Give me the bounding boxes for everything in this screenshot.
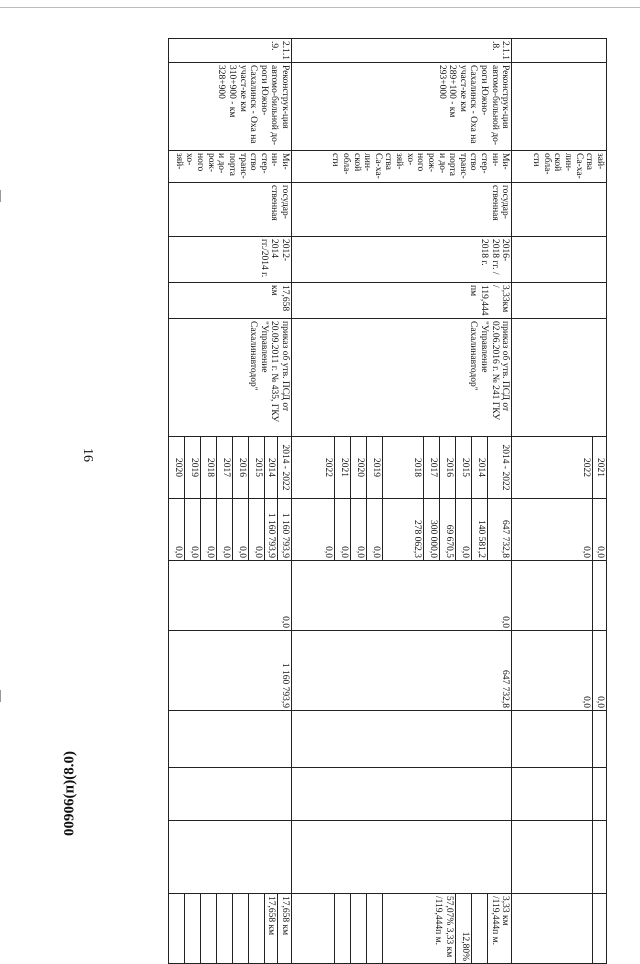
cell-value: 0,0: [593, 631, 607, 711]
cell-value: 0,0: [168, 561, 291, 631]
cell-executor: зай-ства Са-ха-лин-ской обла-сти: [512, 151, 607, 183]
cell-value: 140 581,2: [472, 499, 488, 561]
cell-year: 2014 - 2022: [278, 437, 292, 499]
cell-empty: [351, 894, 367, 964]
cell-customer: государ-ственная: [168, 183, 291, 237]
cell-empty: [512, 63, 607, 151]
cell-year: 2020: [168, 437, 184, 499]
cell-year: 2022: [292, 437, 335, 499]
cell-document: приказ об утв. ПСД от 20.09.2011 г. № 435, ГКУ "Управление Сахалинавтодор": [168, 319, 291, 437]
cell-year: 2015: [456, 437, 472, 499]
cell-object-name: Реконструк-ция автомо-бильной до-роги Южно-Сахалинск - Оха на участ-ке км 289+100 - км 293+000: [292, 63, 512, 151]
table-row-item-2-1-1-8: [488, 39, 512, 964]
cell-empty: [292, 821, 512, 894]
cell-empty: [292, 894, 335, 964]
cell-result: 17,658 км: [264, 894, 278, 964]
cell-empty: [292, 768, 512, 821]
rotated-table-area: [96, 38, 607, 961]
cell-empty: [232, 894, 248, 964]
cell-item-number: 2.1.1.8.: [292, 39, 512, 63]
cell-value: 0,0: [216, 499, 232, 561]
cell-value: 0,0: [456, 499, 472, 561]
cell-empty: [512, 894, 593, 964]
landscape-table-wrapper: [96, 38, 607, 961]
cell-executor: Ми-ни-стер-ство транс-порта и до-рож-ного хо-зяй-: [168, 151, 291, 183]
cell-year: 2015: [248, 437, 264, 499]
cell-year: 2018: [383, 437, 424, 499]
cell-value: 0,0: [292, 499, 335, 561]
cell-capacity: 17,658 км: [168, 283, 291, 319]
cell-empty: [512, 561, 593, 631]
cell-empty: [512, 183, 607, 237]
cell-year: 2021: [593, 437, 607, 499]
cell-empty: [472, 894, 488, 964]
program-table: [168, 38, 607, 964]
cell-empty: [168, 711, 291, 768]
cell-value: 300 000,0: [424, 499, 440, 561]
cell-empty: [512, 768, 593, 821]
cell-empty: [512, 821, 593, 894]
cell-empty: [216, 894, 232, 964]
cell-empty: [200, 894, 216, 964]
cell-empty: [367, 894, 383, 964]
cell-year: 2017: [424, 437, 440, 499]
cell-year: 2021: [335, 437, 351, 499]
cell-result: 57,07% 3,33 км /119,444п м.: [383, 894, 456, 964]
cell-empty: [168, 894, 184, 964]
cell-empty: [512, 711, 593, 768]
cell-empty: [292, 711, 512, 768]
cell-capacity: 3,33км / 119,444 пм: [292, 283, 512, 319]
cell-period: 2012-2014 гг./2014 г.: [168, 237, 291, 283]
cell-value: 1 160 793,9: [168, 631, 291, 711]
cell-executor: Ми-ни-стер-ство транс-порта и до-рож-ного хо-зяй-ства Са-ха-лин-ской обла-сти: [292, 151, 512, 183]
table-row: [593, 39, 607, 964]
cell-empty: [512, 39, 607, 63]
cell-result: 17,658 км: [278, 894, 292, 964]
cell-object-name: Реконструк-ция автомо-бильной до-роги Южно-Сахалинск - Оха на участ-ке км 310+900 - км 328+900: [168, 63, 291, 151]
cell-year: 2016: [440, 437, 456, 499]
cell-value: 0,0: [168, 499, 184, 561]
cell-result: 3,33 км /119,444п м.: [488, 894, 512, 964]
cell-year: 2014: [472, 437, 488, 499]
cell-year: 2016: [232, 437, 248, 499]
cell-empty: [512, 237, 607, 283]
cell-value: 0,0: [200, 499, 216, 561]
document-stamp: 00906(п)(8.0): [61, 751, 78, 836]
cell-year: 2017: [216, 437, 232, 499]
cell-empty: [168, 768, 291, 821]
page-number: 16: [80, 448, 95, 462]
cell-result: 12,80%: [456, 894, 472, 964]
cell-year: 2014 - 2022: [488, 437, 512, 499]
cell-year: 2019: [184, 437, 200, 499]
cell-value: 278 062,3: [383, 499, 424, 561]
cell-empty: [184, 894, 200, 964]
cell-customer: государ-ственная: [292, 183, 512, 237]
margin-tick: [0, 690, 4, 702]
cell-empty: [512, 283, 607, 319]
cell-year: 2014: [264, 437, 278, 499]
cell-empty: [593, 821, 607, 894]
cell-period: 2016-2018 гг. / 2018 г.: [292, 237, 512, 283]
cell-year: 2018: [200, 437, 216, 499]
cell-empty: [335, 894, 351, 964]
cell-value: 0,0: [232, 499, 248, 561]
cell-empty: [248, 894, 264, 964]
cell-item-number: 2.1.1.9.: [168, 39, 291, 63]
cell-year: 2020: [351, 437, 367, 499]
cell-empty: [593, 711, 607, 768]
cell-value: 1 160 793,9: [278, 499, 292, 561]
cell-value: 0,0: [512, 499, 593, 561]
cell-value: 0,0: [335, 499, 351, 561]
cell-year: 2019: [367, 437, 383, 499]
cell-document: приказ об утв. ПСД от 02.06.2016 г. № 241 ГКУ "Управление Сахалинавтодор": [292, 319, 512, 437]
cell-year: 2022: [512, 437, 593, 499]
cell-value: 0,0: [248, 499, 264, 561]
top-rule: [0, 7, 640, 8]
cell-empty: [593, 894, 607, 964]
cell-value: 69 670,5: [440, 499, 456, 561]
cell-empty: [512, 319, 607, 437]
cell-value: 0,0: [593, 499, 607, 561]
cell-empty: [593, 768, 607, 821]
cell-value: 1 160 793,9: [264, 499, 278, 561]
cell-empty: [593, 561, 607, 631]
cell-value: 647 732,8: [292, 631, 512, 711]
cell-empty: [168, 821, 291, 894]
cell-value: 0,0: [292, 561, 512, 631]
cell-value: 0,0: [351, 499, 367, 561]
table-row-item-2-1-1-9: [278, 39, 292, 964]
cell-value: 647 732,8: [488, 499, 512, 561]
margin-tick: [0, 190, 4, 202]
cell-value: 0,0: [184, 499, 200, 561]
cell-value: 0,0: [512, 631, 593, 711]
cell-value: 0,0: [367, 499, 383, 561]
